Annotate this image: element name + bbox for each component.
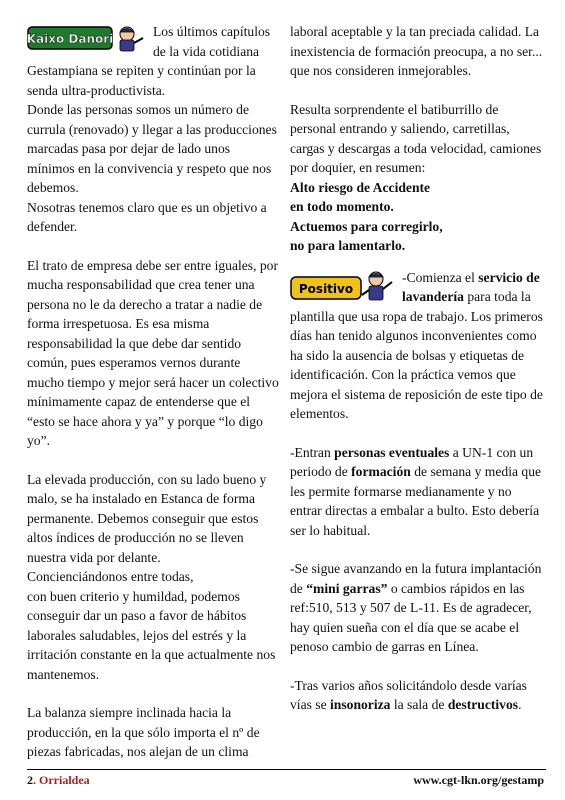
warning-line-3 (290, 217, 546, 237)
page-section-label: . Orrialdea (33, 773, 90, 787)
kaixo-danori-logo-text: Kaixo Danori (27, 32, 114, 46)
left-paragraph-1b: Donde las personas somos un número de currula (renovado) y llegar a las producciones marcadas pasa por dejar de lado unos mínimos en la convivencia y respeto que nos debemos. (27, 102, 277, 195)
left-paragraph-2: El trato de empresa debe ser entre iguales, por mucha responsabilidad que crea tener una persona no le da derecho a tratar a nadie de forma irrespetuosa. Es esa misma responsabilidad la que debe dar sentido común, pues esperamos vernos durante mucho tiempo y mejor será hacer un colectivo mínimamente capaz de entenderse que el “esto se hace ahora y ya” y porque “lo digo yo”. (27, 257, 279, 448)
warning-bold-3: Actuemos para corregirlo, (290, 218, 443, 234)
left-paragraph-3c: con buen criterio y humildad, podemos conseguir dar un paso a favor de hábitos laborales saludables, lejos del estrés y la irritación constante en la que actualmente nos mantenemos. (27, 588, 276, 682)
left-paragraph-3b: Concienciándonos entre todas, (27, 569, 194, 584)
footer-rule (27, 769, 546, 770)
destructivos-bold: destructivos (447, 697, 519, 712)
soundproof-end: . (518, 697, 522, 712)
training-bold: formación (351, 464, 411, 479)
positivo-logo (290, 270, 394, 304)
warning-line-1 (290, 178, 546, 198)
left-paragraph-3: La elevada producción, con su lado bueno y malo, se ha instalado en Estanca de forma permanente. Debemos conseguir que estos altos índices de producción no se lleven nuestra vida por delante. (27, 471, 267, 565)
left-paragraph-1: Los últimos capítulos de la vida cotidiana Gestampiana se repiten y continúan por la senda ultra-productivista. (27, 24, 271, 98)
warning-bold-1: Alto riesgo de Accidente (290, 179, 431, 195)
footer-page-label (27, 773, 90, 788)
warning-bold-2: en todo momento. (290, 199, 394, 214)
page-number: 2 (27, 773, 33, 787)
soundproof-bold: insonoriza (330, 697, 391, 712)
laundry-prefix: -Comienza el (402, 269, 479, 285)
soundproof-prefix: -Tras varios años solicitándolo desde varías vías se (290, 677, 527, 712)
warning-line-2 (290, 197, 546, 217)
garras-prefix: -Se sigue avanzando en la futura implantación de (290, 561, 542, 596)
right-column (290, 22, 546, 715)
garras-bold: “mini garras” (306, 580, 388, 596)
soundproof-mid: la sala de (390, 697, 448, 712)
footer-url: www.cgt-lkn.org/gestamp (413, 773, 544, 787)
right-paragraph-2: Resulta sorprendente el batiburrillo de personal entrando y saliendo, carretillas, cargas y descargas a toda velocidad, camiones por doquier, en resumen: (290, 101, 542, 175)
left-column (27, 22, 280, 762)
eventual-bold: personas eventuales (334, 444, 450, 460)
left-paragraph-4: La balanza siempre inclinada hacia la producción, en la que sólo importa el nº de piezas fabricadas, nos alejan de un clima (27, 705, 260, 759)
eventual-rest: de semana y media que les permite formarse medianamente y no entrar directas a embalar a bulto. Esto debería ser lo habitual. (290, 464, 542, 538)
positive-item-mini-garras (290, 559, 546, 657)
right-paragraph-1: laboral aceptable y la tan preciada calidad. La inexistencia de formación preocupa, a no ser... que nos consideren inmejorables. (290, 24, 543, 78)
eventual-prefix: -Entran (290, 444, 335, 460)
positive-item-soundproofing (290, 676, 546, 715)
eventual-mid: a UN-1 con un periodo de (290, 444, 534, 479)
positive-item-eventual-staff (290, 443, 546, 541)
kaixo-danori-logo (27, 24, 145, 52)
laundry-bold: servicio de lavandería (402, 269, 540, 304)
left-paragraph-1c: Nosotras tenemos claro que es un objetivo a defender. (27, 199, 267, 234)
laundry-rest: para toda la plantilla que usa ropa de trabajo. Los primeros días han tenido algunos inconvenientes como ha sido la ausencia de bolsas y etiquetas de identificación. Con la práctica vemos que mejora el sistema de reposición de este tipo de elementos. (290, 289, 543, 421)
positivo-logo-text: Positivo (298, 281, 354, 296)
warning-bold-4: no para lamentarlo. (290, 238, 406, 253)
garras-rest: o cambios rápidos en las ref:510, 513 y 507 de L-11. Es de agradecer, hay quien sueña con el día que se acabe el penoso cambio de garras en Línea. (290, 580, 532, 654)
warning-line-4 (290, 236, 546, 256)
